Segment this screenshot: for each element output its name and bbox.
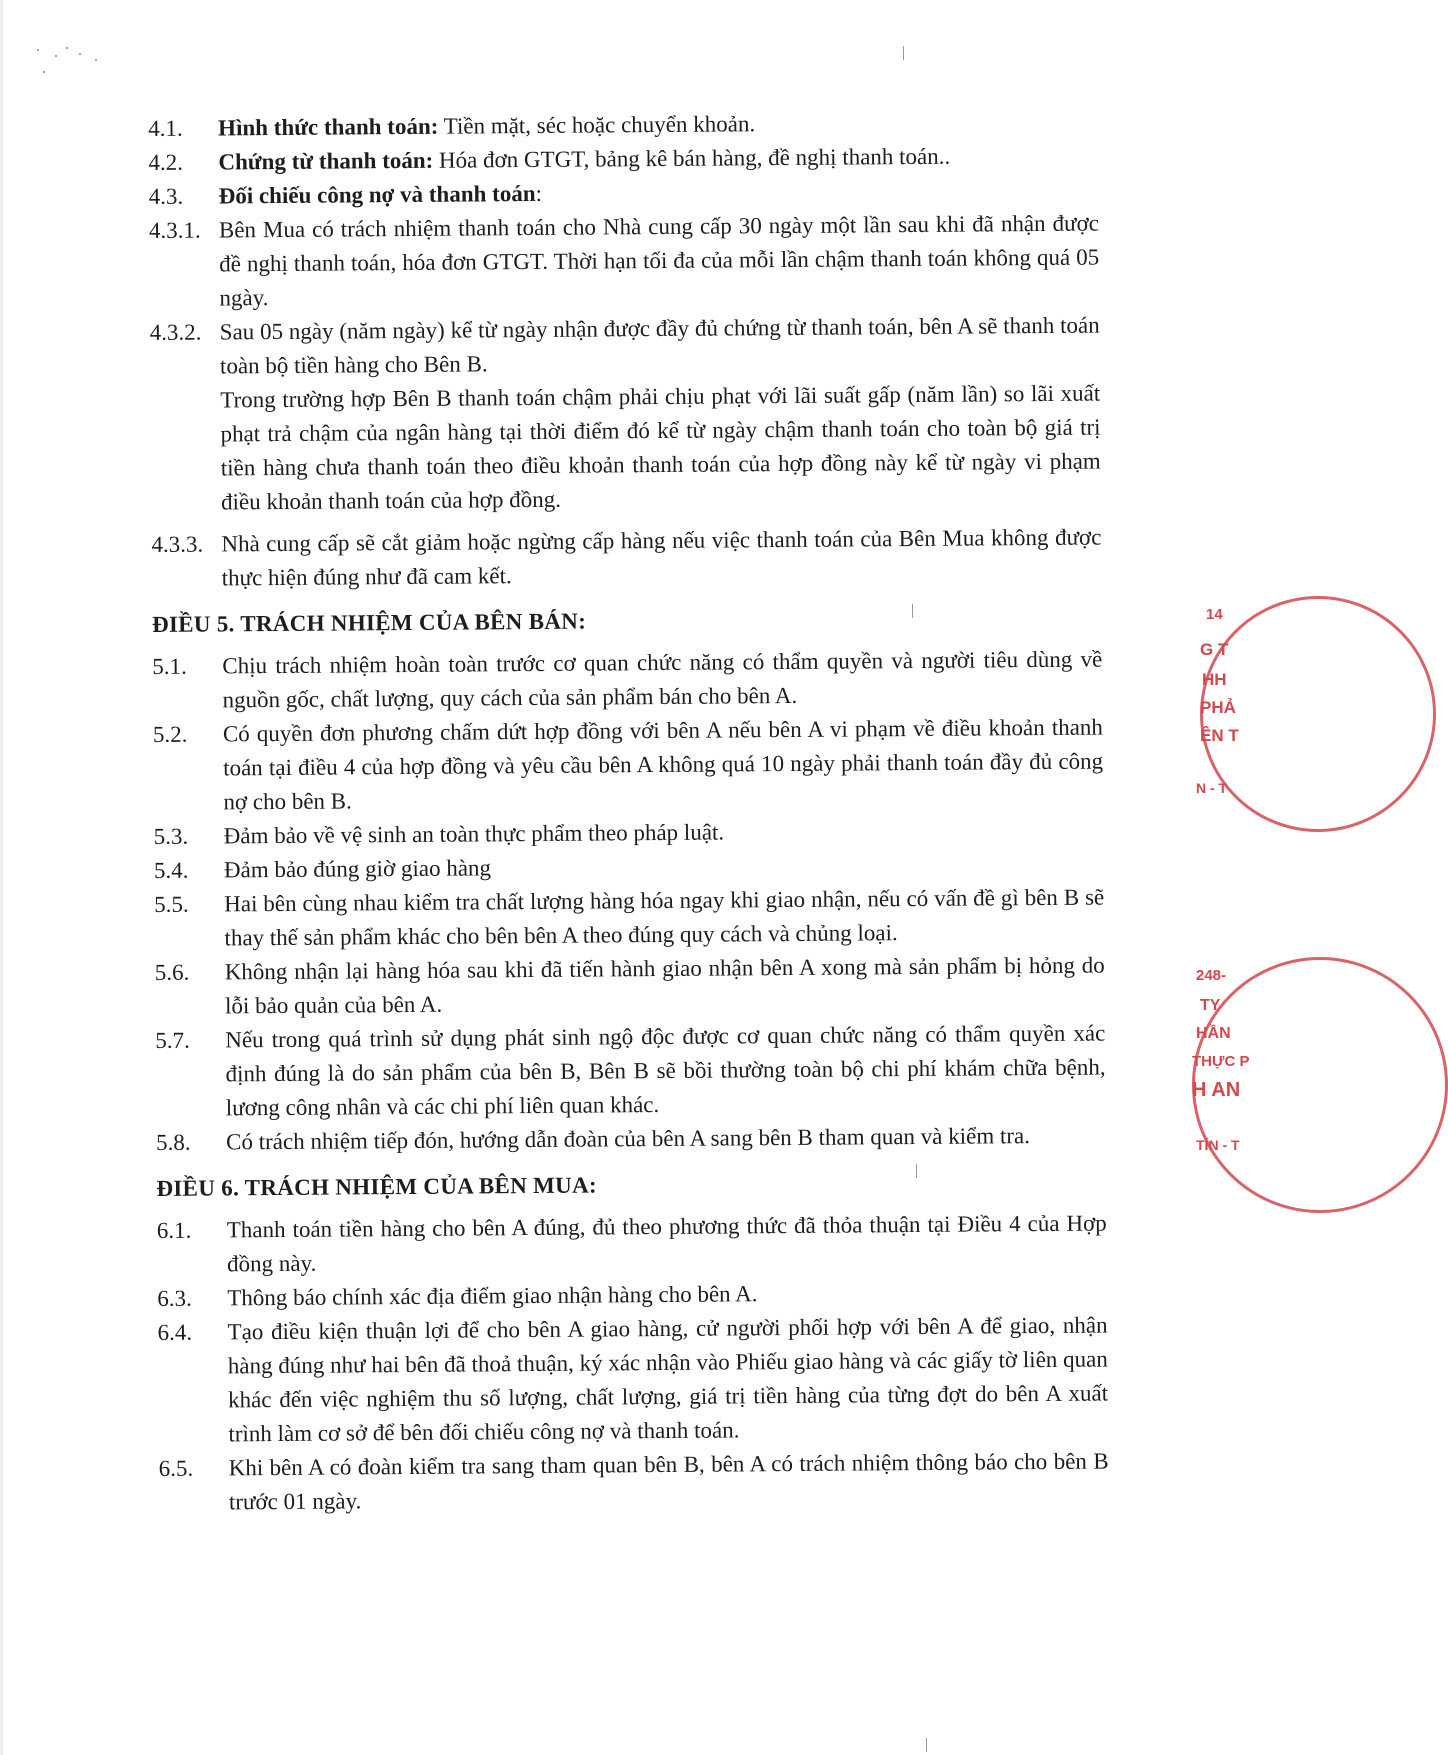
seal-text: THỰC P	[1192, 1053, 1250, 1070]
clause-text: Khi bên A có đoàn kiểm tra sang tham quan bên B, bên A có trách nhiệm thông báo cho bên B trước 01 ngày.	[228, 1448, 1109, 1515]
clause-number: 4.3.1.	[148, 217, 201, 243]
clause-text: Nhà cung cấp sẽ cắt giảm hoặc ngừng cấp hàng nếu việc thanh toán của Bên Mua không được thực hiện đúng như đã cam kết.	[221, 524, 1102, 591]
clause-text: Nếu trong quá trình sử dụng phát sinh ngộ độc được cơ quan chức năng có thẩm quyền xác định đúng là do sản phẩm của bên B, Bên B sẽ bồi thường toàn bộ chi phí khám chữa bệnh, lương công nhân và các chi phí liên quan khác.	[225, 1020, 1106, 1121]
clause-text: Thanh toán tiền hàng cho bên A đúng, đủ theo phương thức đã thỏa thuận tại Điều 4 của Hợp đồng này.	[226, 1210, 1107, 1277]
clause-label: Hình thức thanh toán:	[218, 113, 439, 141]
contract-page	[148, 105, 1109, 1520]
clause-6-5	[159, 1444, 1110, 1519]
clause-number: 4.3.	[148, 183, 184, 209]
clause-4-3-3	[151, 521, 1102, 596]
clause-number: 4.3.2.	[149, 319, 202, 345]
company-seal-fragment-upper	[1192, 596, 1240, 826]
seal-text: 14	[1206, 606, 1223, 623]
clause-4-3-1	[149, 207, 1100, 316]
scan-tick-top	[903, 46, 904, 60]
scan-tick-bottom	[926, 1738, 927, 1752]
article-6-heading: ĐIỀU 6. TRÁCH NHIỆM CỦA BÊN MUA:	[156, 1172, 597, 1201]
clause-5-1	[152, 643, 1103, 718]
clause-4-3-2	[150, 309, 1101, 384]
clause-number: 5.2.	[152, 721, 188, 747]
clause-number: 6.3.	[157, 1285, 192, 1311]
clause-text: Tiền mặt, séc hoặc chuyển khoản.	[438, 111, 756, 139]
clause-5-6	[155, 949, 1106, 1024]
company-seal-fragment-lower	[1186, 955, 1250, 1215]
clause-text: Không nhận lại hàng hóa sau khi đã tiến hành giao nhận bên A xong mà sản phẩm bị hỏng do lỗi bảo quản của bên A.	[224, 952, 1105, 1019]
clause-number: 5.4.	[153, 857, 189, 883]
seal-text: TÍN - T	[1196, 1137, 1240, 1153]
seal-text: N - T	[1196, 780, 1228, 796]
clause-label: Chứng từ thanh toán:	[218, 147, 434, 175]
seal-text: TY	[1200, 997, 1221, 1014]
clause-6-4	[157, 1309, 1108, 1452]
clause-text: Thông báo chính xác địa điểm giao nhận hàng cho bên A.	[227, 1281, 758, 1311]
clause-5-7	[155, 1017, 1106, 1126]
clause-number: 4.3.3.	[151, 531, 204, 557]
clause-number: 6.1.	[156, 1217, 192, 1243]
clause-text: Có trách nhiệm tiếp đón, hướng dẫn đoàn của bên A sang bên B tham quan và kiểm tra.	[225, 1123, 1031, 1155]
clause-text: Bên Mua có trách nhiệm thanh toán cho Nhà cung cấp 30 ngày một lần sau khi đã nhận được đề nghị thanh toán, hóa đơn GTGT. Thời hạn tối đa của mỗi lần chậm thanh toán không quá 05 ngày.	[218, 210, 1100, 311]
clause-text: Chịu trách nhiệm hoàn toàn trước cơ quan chức năng có thẩm quyền và người tiêu dùng về nguồn gốc, chất lượng, quy cách của sản phẩm bán cho bên A.	[222, 646, 1103, 713]
clause-5-8	[156, 1119, 1106, 1160]
clause-6-1	[157, 1207, 1108, 1282]
clause-number: 5.6.	[154, 959, 190, 985]
clause-label: Đối chiếu công nợ và thanh toán	[218, 180, 536, 209]
clause-text: :	[535, 180, 543, 206]
clause-4-3-2-paragraph: Trong trường hợp Bên B thanh toán chậm phải chịu phạt với lãi suất gấp (năm lần) so lãi xuất phạt trả chậm của ngân hàng tại thời điểm đó kể từ ngày chậm thanh toán cho toàn bộ giá trị tiền hàng chưa thanh toán theo điều khoản thanh toán của hợp đồng này kể từ ngày vi phạm điều khoản thanh toán của hợp đồng.	[220, 380, 1101, 515]
clause-text: Đảm bảo đúng giờ giao hàng	[223, 855, 492, 883]
seal-text: ÊN T	[1200, 726, 1239, 745]
clause-text: Có quyền đơn phương chấm dứt hợp đồng với bên A nếu bên A vi phạm về điều khoản thanh toán tại điều 4 của hợp đồng và yêu cầu bên A không quá 10 ngày phải thanh toán đầy đủ công nợ cho bên B.	[222, 714, 1104, 815]
article-5-heading: ĐIỀU 5. TRÁCH NHIỆM CỦA BÊN BÁN:	[151, 608, 587, 637]
clause-5-5	[154, 881, 1105, 956]
clause-number: 4.1.	[148, 115, 183, 141]
seal-text: G T	[1200, 640, 1229, 659]
clause-number: 5.3.	[153, 823, 189, 849]
clause-text: Đảm bảo về vệ sinh an toàn thực phẩm theo pháp luật.	[223, 819, 725, 849]
clause-text: Sau 05 ngày (năm ngày) kể từ ngày nhận được đầy đủ chứng từ thanh toán, bên A sẽ thanh toán toàn bộ tiền hàng cho Bên B.	[219, 312, 1100, 379]
clause-text: Hai bên cùng nhau kiểm tra chất lượng hàng hóa ngay khi giao nhận, nếu có vấn đề gì bên B sẽ thay thế sản phẩm khác cho bên bên A theo đúng quy cách và chủng loại.	[224, 884, 1105, 951]
clause-number: 4.2.	[148, 149, 183, 175]
clause-number: 5.5.	[154, 891, 189, 917]
seal-text: HẦN	[1196, 1025, 1231, 1042]
clause-5-2	[153, 711, 1104, 820]
scan-edge	[0, 0, 3, 1755]
clause-text: Hóa đơn GTGT, bảng kê bán hàng, đề nghị thanh toán..	[433, 143, 951, 173]
seal-text: PHẢ	[1200, 698, 1236, 717]
seal-text: H AN	[1192, 1079, 1241, 1101]
clause-number: 5.1.	[152, 653, 187, 679]
clause-text: Tạo điều kiện thuận lợi để cho bên A giao hàng, cử người phối hợp với bên A để giao, nhận hàng đúng như hai bên đã thoả thuận, ký xác nhận vào Phiếu giao hàng và các giấy tờ liên quan khác đến việc nghiệm thu số lượng, chất lượng, giá trị tiền hàng của từng đợt do bên A xuất trình làm cơ sở để bên đối chiếu công nợ và thanh toán.	[227, 1312, 1109, 1447]
seal-text: 248-	[1196, 967, 1227, 984]
seal-text: HH	[1202, 670, 1227, 689]
scan-specks	[35, 45, 125, 85]
clause-number: 5.8.	[155, 1129, 191, 1155]
clause-number: 6.5.	[158, 1455, 194, 1481]
clause-number: 5.7.	[155, 1027, 190, 1053]
clause-number: 6.4.	[157, 1319, 193, 1345]
